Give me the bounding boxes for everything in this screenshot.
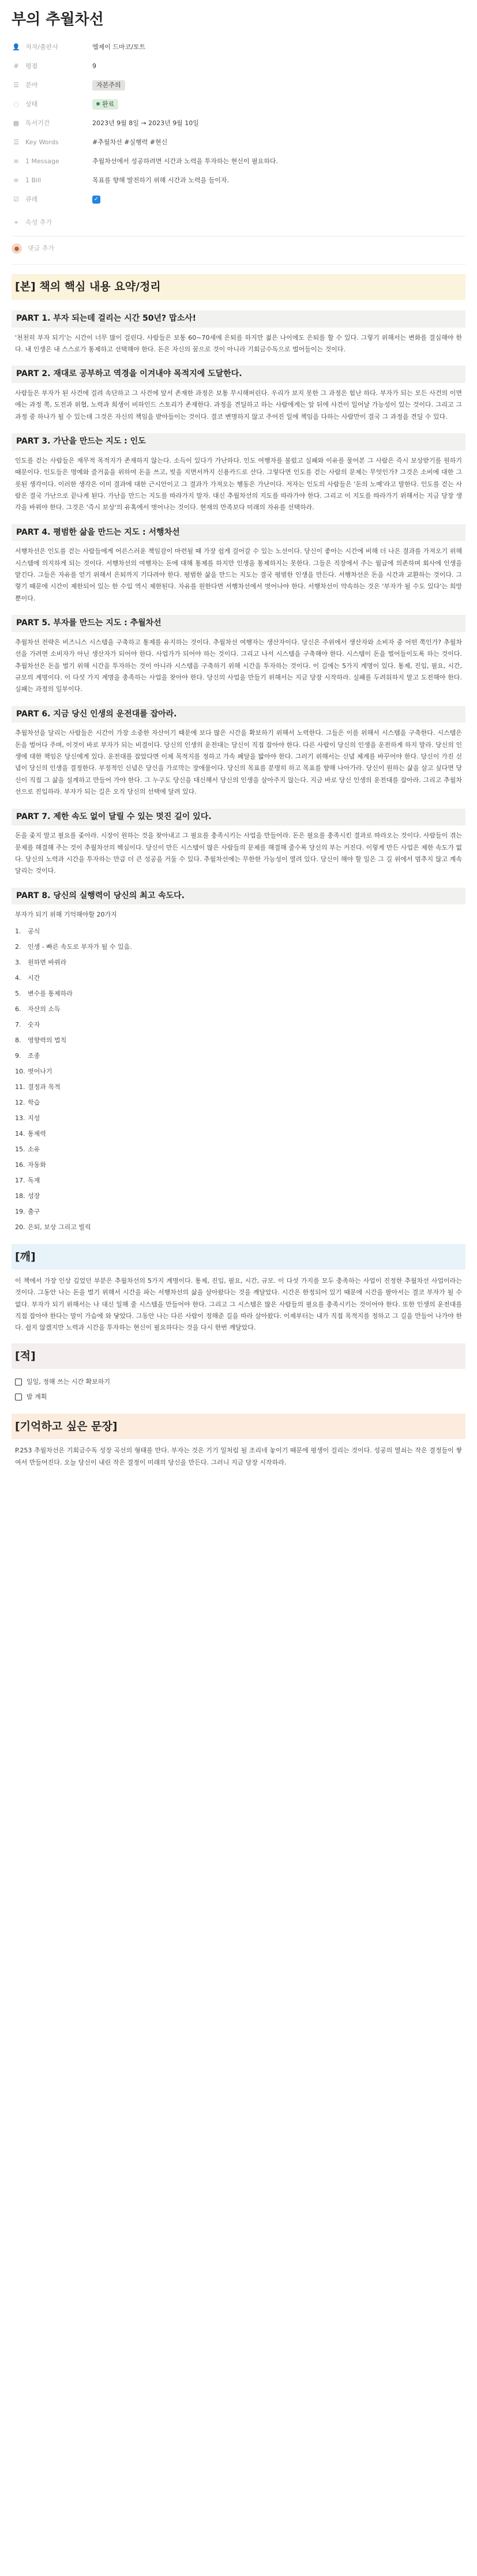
list-item: [15, 1079, 462, 1095]
paragraph: 돈을 좇지 말고 필요를 좇아라. 시장이 원하는 것을 찾아내고 그 필요를 충족시키는 사업을 만들어라. 돈은 필요를 충족시킨 결과로 따라오는 것이다. 사람들이 겪는 문제를 해결해 주는 것이 추월차선의 핵심이다. 당신이 만든 시스템이 많은 사람들의 문제를 해결해 줄수록 당신의 부는 커진다. 이렇게 만든 사업은 제한 속도가 없다. 당신의 노력과 시간을 투자하는 만큼 더 큰 성공을 거둘 수 있다. 추월차선에는 무한한 가능성이 열려 있다. 당신이 해야 할 일은 그 길 위에서 멈추지 않고 계속 달리는 것이다.: [15, 832, 462, 875]
property-key-label: 독서기간: [25, 119, 50, 127]
avatar: ●: [12, 243, 22, 254]
comment-input[interactable]: [12, 243, 465, 254]
list-item-text: 시간: [28, 974, 40, 982]
list-number: 1.: [15, 927, 21, 935]
part-heading: PART 5. 부자를 만드는 지도 : 추월차선: [12, 615, 465, 632]
page-title: 부의 추월차선: [12, 11, 104, 28]
property-value[interactable]: [92, 61, 465, 72]
paragraph: 인도를 걷는 사람들은 재무적 목적지가 존재하지 않는다. 소득이 있다가 가난하다. 인도 여행자를 불렀고 실패와 이유를 물어본 그 사람은 즉시 보상받기를 원하기 때문이다. 인도들은 명예와 즐거움을 위하여 돈을 쓰고, 빚을 지면서까지 신용카드로 산다. 그렇다면 인도를 걷는 사람의 문제는 무엇인가? 그것은 소비에 대한 그릇된 생각이다. 이러한 생각은 이미 결과에 대한 근시안이고 그 결과가 가져오는 행동은 가난이다. 저자는 인도의 사람들은 '돈의 노예'라고 말한다. 인도를 걷는 사람은 결국 가난으로 끝나게 된다. 가난을 만드는 지도를 따라가지 말자. 대신 추월차선의 지도를 따라가야 한다. 그리고 이 지도를 따라가기 위해서는 지금 당장 생각을 바꿔야 한다. 그것은 '즉시 보상'의 유혹에서 벗어나는 것이다. 현재의 만족보다 미래의 자유를 선택하라.: [15, 456, 462, 512]
list-number: 20.: [15, 1223, 25, 1231]
property-key: [12, 175, 92, 186]
list-number: 15.: [15, 1145, 25, 1153]
list-item-text: 성장: [28, 1192, 40, 1200]
plus-icon: +: [13, 219, 19, 227]
paragraph: 사람들은 부자가 된 사건에 걸려 속단하고 그 사건에 앞서 존재한 과정은 보통 무시해버린다. 우리가 보지 못한 그 과정은 험난 하다. 부자가 되는 모든 사건의 이면에는 과정 쪽, 도전과 위협, 노력과 희생이 비하인드 스토리가 존재한다. 과정을 견딜하고 하는 사람에게는 앞 뒤에 사건이 일어날 가능성이 있는 것이다. 그리고 그 과정 중 하나가 될 수 있는데 그것은 자신의 책임을 받아들이는 것이다. 결코 변명하지 않고 주어진 일에 책임을 다하는 사람만이 결국 그 과정을 견딜 수 있다.: [15, 389, 462, 420]
check-icon: ☑: [13, 195, 19, 203]
add-property-button[interactable]: [12, 215, 465, 231]
list-item-text: 조종: [28, 1052, 40, 1060]
property-key-label: Key Words: [25, 138, 59, 146]
checkbox-icon[interactable]: [15, 1394, 22, 1400]
list-item-text: 공식: [28, 927, 40, 935]
status-icon: ◌: [13, 100, 19, 108]
list-item: [15, 1048, 462, 1064]
list-number: 7.: [15, 1020, 21, 1028]
list-item: [15, 939, 462, 955]
list-item-text: 영향력의 법칙: [28, 1036, 67, 1044]
list-number: 3.: [15, 958, 21, 966]
list-item: [15, 1141, 462, 1157]
todo-item[interactable]: [15, 1390, 465, 1405]
property-key-label: 저자/출판사: [25, 43, 58, 51]
list-item-text: 원하면 바꿔라: [28, 958, 67, 966]
list-item-text: 출구: [28, 1207, 40, 1215]
status-dot-icon: [96, 102, 100, 106]
text-icon: ≡: [13, 176, 19, 184]
list-item-text: 학습: [28, 1098, 40, 1106]
list-item-text: 자동화: [28, 1161, 46, 1169]
property-row: [12, 76, 465, 95]
list-number: 9.: [15, 1052, 21, 1060]
property-value[interactable]: [92, 99, 465, 110]
list-item-text: 통제력: [28, 1129, 46, 1137]
section-heading: [본] 책의 핵심 내용 요약/정리: [12, 274, 465, 299]
add-property-label: 속성 추가: [25, 219, 52, 227]
section-heading: [깨]: [12, 1244, 465, 1270]
property-row: [12, 57, 465, 76]
comments-section: [12, 236, 465, 265]
property-key: [12, 118, 92, 129]
list-item-text: 자산의 소득: [28, 1005, 61, 1013]
part-heading: PART 1. 부자 되는데 걸리는 시간 50년? 맙소사!: [12, 310, 465, 328]
calendar-icon: ▦: [13, 119, 20, 127]
property-value-text: #추월차선 #실행력 #현신: [92, 138, 168, 146]
list-item: [15, 1173, 462, 1188]
list-number: 8.: [15, 1036, 21, 1044]
hash-icon: #: [13, 62, 19, 70]
part-heading: PART 6. 지금 당신 인생의 운전대를 잡아라.: [12, 706, 465, 723]
list-number: 4.: [15, 974, 21, 982]
properties-panel: [12, 38, 465, 209]
list-item-text: 벗어나기: [28, 1067, 52, 1075]
list-number: 5.: [15, 989, 21, 997]
list-item: [15, 986, 462, 1001]
person-icon: 👤: [12, 43, 20, 51]
list-number: 19.: [15, 1207, 25, 1215]
part-heading: PART 2. 재대로 공부하고 역경을 이겨내야 목적지에 도달한다.: [12, 366, 465, 383]
list-number: 13.: [15, 1114, 25, 1122]
comment-placeholder: 댓글 추가: [28, 244, 55, 252]
part-heading: PART 4. 평범한 삶을 만드는 지도 : 서행차선: [12, 524, 465, 542]
list-icon: ☰: [13, 81, 19, 89]
property-value-text: 추월차선에서 성공하려면 시간과 노력을 투자하는 현신이 필요하다.: [92, 157, 279, 165]
list-number: 11.: [15, 1083, 25, 1091]
list-item: [15, 1110, 462, 1126]
property-value[interactable]: [92, 196, 465, 204]
property-key: [12, 61, 92, 72]
list-number: 6.: [15, 1005, 21, 1013]
property-row: [12, 133, 465, 152]
checkbox[interactable]: ✓: [92, 196, 100, 204]
numbered-list: [15, 923, 462, 1235]
list-item: [15, 970, 462, 986]
list-item-text: 인생 - 빠른 속도로 부자가 될 수 있음.: [28, 942, 132, 951]
property-value-text: 목표를 향해 발전하기 위해 시간과 노력을 들이자.: [92, 176, 229, 184]
part-heading: PART 8. 당신의 실행력이 당신의 최고 속도다.: [12, 888, 465, 905]
list-item: [15, 1126, 462, 1141]
property-row: [12, 152, 465, 171]
property-key-label: 큐레: [25, 195, 38, 203]
property-key-label: 1 Bill: [25, 176, 42, 184]
list-item-text: 독재: [28, 1176, 40, 1184]
list-number: 12.: [15, 1098, 25, 1106]
list-item-text: 변수를 통제하라: [28, 989, 73, 997]
list-item: [15, 1001, 462, 1017]
list-item: [15, 1219, 462, 1235]
list-item: [15, 1017, 462, 1032]
property-value[interactable]: [92, 80, 465, 91]
property-key: [12, 137, 92, 148]
section-heading: [기억하고 싶은 문장]: [12, 1414, 465, 1439]
section-heading: [적]: [12, 1343, 465, 1369]
property-key: [12, 156, 92, 167]
property-value-text: 엠제이 드마코/토트: [92, 43, 146, 51]
property-key: [12, 42, 92, 53]
list-item-text: 소유: [28, 1145, 40, 1153]
property-value-text: 2023년 9월 8일 → 2023년 9월 10일: [92, 119, 199, 127]
list-item: [15, 1157, 462, 1173]
property-key-label: 상태: [25, 100, 38, 108]
list-item: [15, 923, 462, 939]
property-value[interactable]: [92, 42, 465, 53]
part-heading: PART 7. 제한 속도 없이 달릴 수 있는 멋진 길이 있다.: [12, 809, 465, 826]
list-item-text: 지성: [28, 1114, 40, 1122]
list-item: [15, 1204, 462, 1219]
paragraph: '천천히 부자 되기'는 시간이 너무 많이 걸린다. 사람들은 보통 60~70세에 은퇴를 하지만 젊은 나이에도 은퇴를 할 수 있다. 그렇기 위해서는 변화를 결심해야 한다. 내 인생은 내 스스로가 통제하고 선택해야 한다. 돈은 자신의 꿈으로 것이 아니라 기회금수독으로 벌어들이는 것이다.: [15, 333, 462, 353]
property-value[interactable]: [92, 118, 465, 129]
status-badge: 완료: [92, 99, 118, 110]
paragraph: P.253 추월차선은 기회금수독 성장 곡선의 형태를 만다. 부자는 것은 기기 일처럼 될 조리네 놓이기 때문에 평생이 걸리는 것이다. 성공의 열쇠는 작은 결정들이 쌓여서 만들어진다. 오늘 당신이 내린 작은 결정이 미래의 당신을 만든다. 그러니 지금 당장 시작하라.: [15, 1447, 462, 1466]
property-key: [12, 80, 92, 91]
list-item: [15, 1032, 462, 1048]
property-value[interactable]: [92, 137, 465, 148]
list-number: 18.: [15, 1192, 25, 1200]
paragraph: 추월차선 전략은 비즈니스 시스템을 구축하고 통제를 유지하는 것이다. 추월차선 여행자는 생산자이다. 당신은 주위에서 생산자와 소비자 중 어떤 쪽인가? 추월차선을 가려면 소비자가 아닌 생산자가 되어야 한다. 사업가가 되어야 하는 것이다. 그리고 나서 시스템을 구축해야 한다. 시스템이 돈을 벌어들이도록 하는 것이다. 추월차선은 돈을 벌기 위해 시간을 투자하는 것이 아니라 시스템을 구축하기 위해 시간을 투자하는 것이다. 이 길에는 5가지 계명이 있다. 통제, 진입, 필요, 시간, 규모의 계명이다. 이 다섯 가지 계명을 충족하는 사업을 찾아야 한다. 당신의 사업을 만들기 위해서는 지금 당장 시작하라. 실패를 두려워하지 말고 도전해야 한다. 실패는 과정의 일부이다.: [15, 638, 462, 693]
property-row: [12, 38, 465, 57]
property-key-label: 평점: [25, 62, 38, 70]
list-item: [15, 1064, 462, 1079]
list-number: 16.: [15, 1161, 25, 1169]
list-item-text: 결정과 목적: [28, 1083, 61, 1091]
category-tag: 자본주의: [92, 80, 125, 91]
property-row: [12, 171, 465, 190]
part-heading: PART 3. 가난을 만드는 지도 : 인도: [12, 433, 465, 450]
list-item: [15, 955, 462, 970]
property-value[interactable]: [92, 175, 465, 186]
checkbox-icon[interactable]: [15, 1379, 22, 1385]
paragraph: 서행차선은 인도를 걷는 사람들에게 어른스러운 책임감이 마련될 때 가장 쉽게 걸어갈 수 있는 노선이다. 당신이 좋아는 시간에 비해 더 나은 결과를 가져오기 위해 시스템에 의지하게 되는 것이다. 서행차선의 여행자는 돈에 대해 통제를 하지만 인생을 통제하지는 못한다. 그들은 직장에서 주는 월급에 의존하며 회사에 인생을 맡긴다. 그들은 자유를 얻기 위해서 은퇴까지 기다려야 한다. 평범한 삶을 만드는 지도는 결국 평범한 인생을 만든다. 서행차선은 돈을 시간과 교환하는 것이다. 그렇기 때문에 시간이 제한되어 있는 한 수입 역시 제한된다. 자유를 원한다면 서행차선에서 벗어나야 한다. 서행차선이 약속하는 것은 '부자가 될 수도 있다'는 희망뿐이다.: [15, 547, 462, 602]
property-key: [12, 99, 92, 110]
property-value[interactable]: [92, 156, 465, 167]
list-icon: ☰: [13, 138, 19, 146]
list-number: 14.: [15, 1129, 25, 1137]
list-item-text: 은퇴, 보상 그리고 빌릭: [28, 1223, 91, 1231]
list-item: [15, 1095, 462, 1110]
property-key-label: 1 Message: [25, 157, 59, 165]
list-number: 10.: [15, 1067, 25, 1075]
property-key-label: 분야: [25, 81, 38, 89]
paragraph: 추월차선을 달리는 사람들은 시간이 가장 소중한 자산이기 때문에 보다 많은 시간을 확보하기 위해서 노력한다. 그들은 이를 위해서 시스템을 구축한다. 시스템은 돈을 벌어다 주며, 이것이 바로 부자가 되는 비결이다. 당신의 인생의 운전대는 당신이 직접 잡아야 한다. 다른 사람이 당신의 인생을 운전하게 하지 말라. 당신의 인생에 대한 책임은 당신에게 있다. 운전대를 잡았다면 이제 목적지를 정하고 가속 페달을 밟아야 한다. 그러기 위해서는 신념 체계를 바꾸어야 한다. 당신이 가진 신념이 당신의 인생을 결정한다. 부정적인 신념은 당신을 가로막는 장애물이다. 당신의 목표를 분명히 하고 목표를 향해 나아가라. 당신이 원하는 삶을 살고 싶다면 당신이 직접 그 삶을 설계하고 만들어 가야 한다. 그 누구도 당신을 대신해서 당신의 인생을 살아주지 않는다. 지금 바로 당신 인생의 운전대를 잡아라. 그리고 추월차선으로 진입하라. 부자가 되는 길은 오직 당신의 선택에 달려 있다.: [15, 729, 462, 796]
property-value-text: 9: [92, 62, 96, 70]
property-row: [12, 114, 465, 133]
paragraph: 부자가 되기 위해 기억해야할 20가지: [15, 911, 117, 919]
todo-text: 밤 계획: [27, 1392, 47, 1400]
property-row: [12, 95, 465, 114]
text-icon: ≡: [13, 157, 19, 165]
property-row: [12, 190, 465, 209]
property-key: [12, 194, 92, 205]
todo-text: 일일, 정해 쓰는 시간 확보하기: [27, 1377, 110, 1385]
page-content: [12, 274, 465, 1469]
todo-item[interactable]: [15, 1375, 465, 1390]
list-number: 2.: [15, 942, 21, 951]
paragraph: 이 책에서 가장 인상 깊었던 부분은 추월차선의 5가지 계명이다. 통제, 진입, 필요, 시간, 규모. 이 다섯 가지를 모두 충족하는 사업이 진정한 추월차선 사업이라는 것이다. 그동안 나는 돈을 벌기 위해서 시간을 파는 서행차선의 삶을 살아왔다는 것을 깨달았다. 시간은 한정되어 있기 때문에 시간을 팔아서는 결코 부자가 될 수 없다. 부자가 되기 위해서는 나 대신 일해 줄 시스템을 만들어야 한다. 그리고 그 시스템은 많은 사람들의 필요를 충족시키는 것이어야 한다. 또한 인생의 운전대를 직접 잡아야 한다는 말이 가슴에 와 닿았다. 그동안 나는 다른 사람이 정해준 길을 따라 살아왔다. 이제부터는 내가 직접 목적지를 정하고 그 길을 만들어 나가야 한다. 쉽지 않겠지만 노력과 시간을 투자하는 현신이 필요하다는 것을 다시 한번 깨달았다.: [15, 1277, 462, 1332]
list-item: [15, 1188, 462, 1204]
list-number: 17.: [15, 1176, 25, 1184]
list-item-text: 숫자: [28, 1020, 40, 1028]
